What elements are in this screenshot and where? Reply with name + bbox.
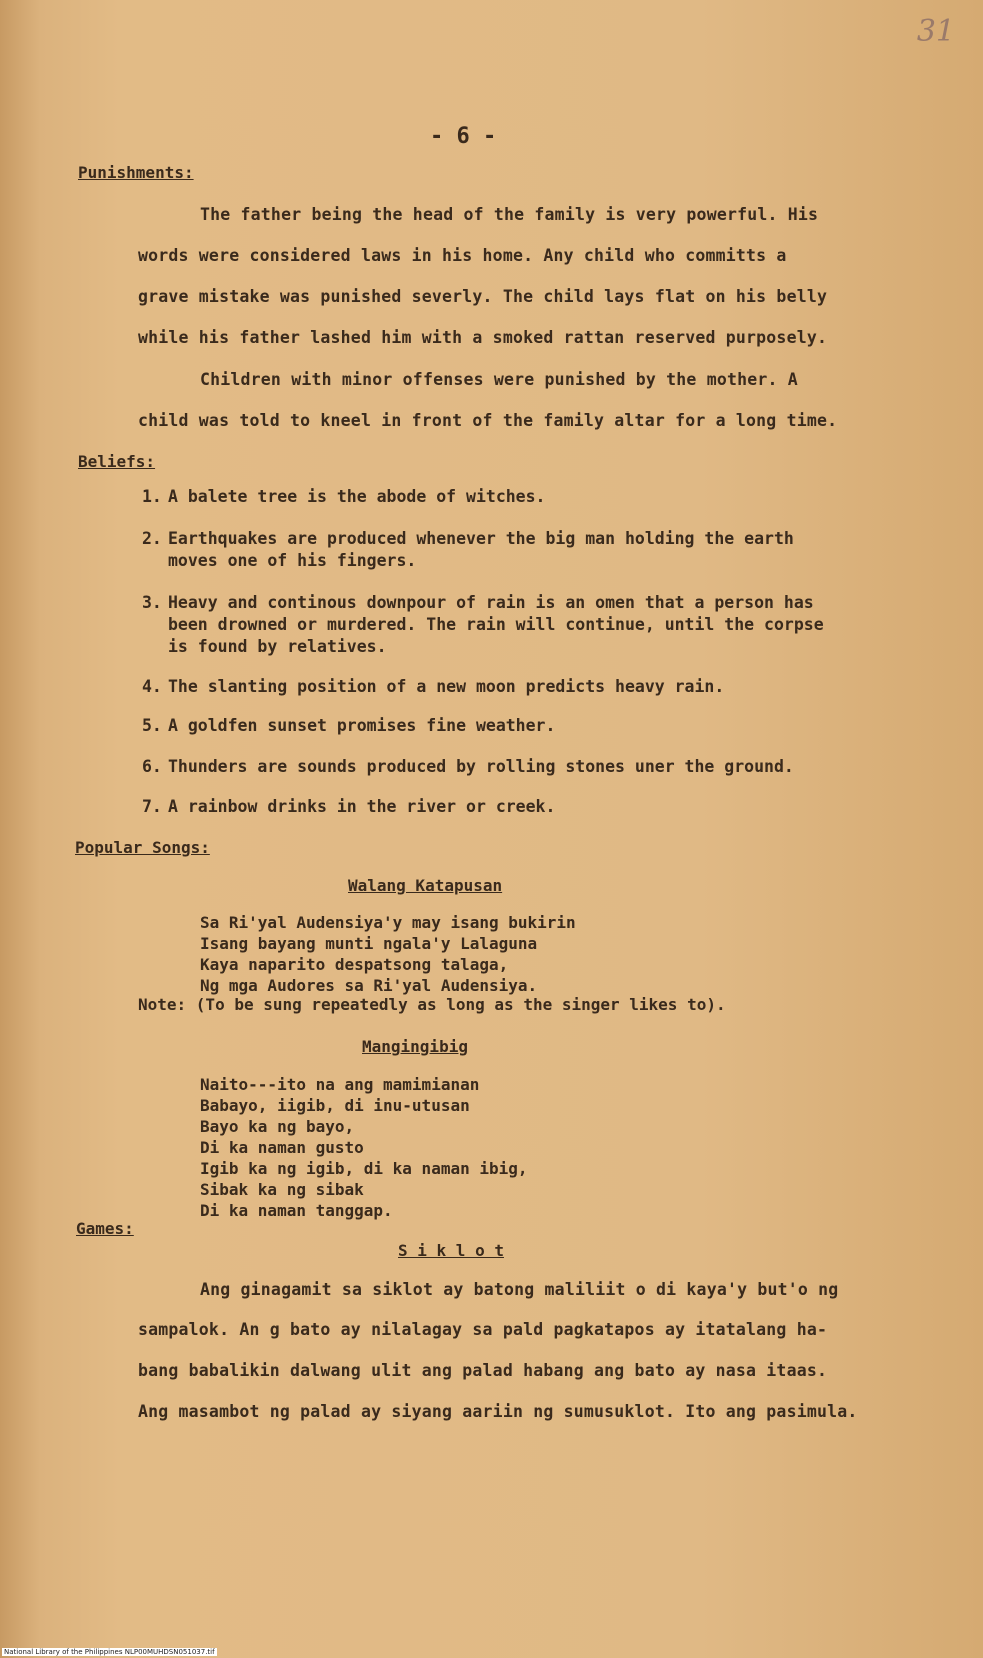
verse-line: Sibak ka ng sibak: [200, 1180, 364, 1199]
belief-item: [142, 796, 555, 818]
verse-line: Bayo ka ng bayo,: [200, 1117, 355, 1136]
games-line: bang babalikin dalwang ulit ang palad habang ang bato ay nasa itaas.: [138, 1361, 828, 1380]
verse-line: Kaya naparito despatsong talaga,: [200, 955, 509, 974]
belief-text: is found by relatives.: [168, 637, 387, 656]
verse-line: Di ka naman tanggap.: [200, 1201, 393, 1220]
games-heading: Games:: [76, 1219, 134, 1238]
popular-songs-heading: Popular Songs:: [75, 838, 210, 857]
punishments-line: The father being the head of the family is very powerful. His: [200, 205, 819, 224]
song-title: Mangingibig: [362, 1037, 468, 1056]
belief-number: 3.: [142, 593, 162, 612]
verse-line: Igib ka ng igib, di ka naman ibig,: [200, 1159, 528, 1178]
belief-number: 2.: [142, 529, 162, 548]
belief-text: moves one of his fingers.: [168, 551, 417, 570]
song-title: Walang Katapusan: [348, 876, 503, 895]
belief-text: A balete tree is the abode of witches.: [168, 487, 546, 506]
belief-item: [142, 528, 794, 572]
punishments-line: Children with minor offenses were punished by the mother. A: [200, 370, 798, 389]
belief-text: A goldfen sunset promises fine weather.: [168, 716, 556, 735]
punishments-line: words were considered laws in his home. Any child who committs a: [138, 246, 787, 265]
belief-item: [142, 756, 794, 778]
belief-item: [142, 486, 546, 508]
belief-number: 7.: [142, 797, 162, 816]
verse-line: Sa Ri'yal Audensiya'y may isang bukirin: [200, 913, 576, 932]
page-number: - 6 -: [430, 124, 497, 149]
song-verse: [200, 912, 576, 996]
belief-number: 6.: [142, 757, 162, 776]
games-line: Ang ginagamit sa siklot ay batong maliliit o di kaya'y but'o ng: [200, 1280, 839, 1299]
belief-text: A rainbow drinks in the river or creek.: [168, 797, 556, 816]
belief-text: Heavy and continous downpour of rain is an omen that a person has: [168, 593, 814, 612]
song-verse: [200, 1074, 528, 1221]
belief-text: The slanting position of a new moon predicts heavy rain.: [168, 677, 725, 696]
belief-number: 5.: [142, 716, 162, 735]
belief-text: Thunders are sounds produced by rolling stones uner the ground.: [168, 757, 794, 776]
belief-item: [142, 592, 824, 658]
belief-number: 4.: [142, 677, 162, 696]
verse-line: Babayo, iigib, di inu-utusan: [200, 1096, 470, 1115]
punishments-line: while his father lashed him with a smoked rattan reserved purposely.: [138, 328, 828, 347]
beliefs-heading: Beliefs:: [78, 452, 156, 471]
belief-number: 1.: [142, 487, 162, 506]
verse-line: Di ka naman gusto: [200, 1138, 364, 1157]
verse-line: Ng mga Audores sa Ri'yal Audensiya.: [200, 976, 538, 995]
verse-line: Naito---ito na ang mamimianan: [200, 1075, 480, 1094]
punishments-line: grave mistake was punished severly. The child lays flat on his belly: [138, 287, 828, 306]
scan-footer: National Library of the Philippines NLP00MUHDSN051037.tif: [4, 1648, 215, 1656]
games-line: Ang masambot ng palad ay siyang aariin ng sumusuklot. Ito ang pasimula.: [138, 1402, 858, 1421]
song-note: Note: (To be sung repeatedly as long as the singer likes to).: [138, 995, 726, 1014]
belief-text: been drowned or murdered. The rain will continue, until the corpse: [168, 615, 824, 634]
punishments-heading: Punishments:: [78, 163, 194, 182]
handwritten-page-number: 31: [916, 14, 955, 49]
games-line: sampalok. An g bato ay nilalagay sa pald pagkatapos ay itatalang ha-: [138, 1320, 828, 1339]
belief-item: [142, 676, 724, 698]
punishments-line: child was told to kneel in front of the family altar for a long time.: [138, 411, 838, 430]
belief-text: Earthquakes are produced whenever the big man holding the earth: [168, 529, 794, 548]
verse-line: Isang bayang munti ngala'y Lalaguna: [200, 934, 538, 953]
belief-item: [142, 715, 555, 737]
game-title: S i k l o t: [398, 1241, 504, 1260]
